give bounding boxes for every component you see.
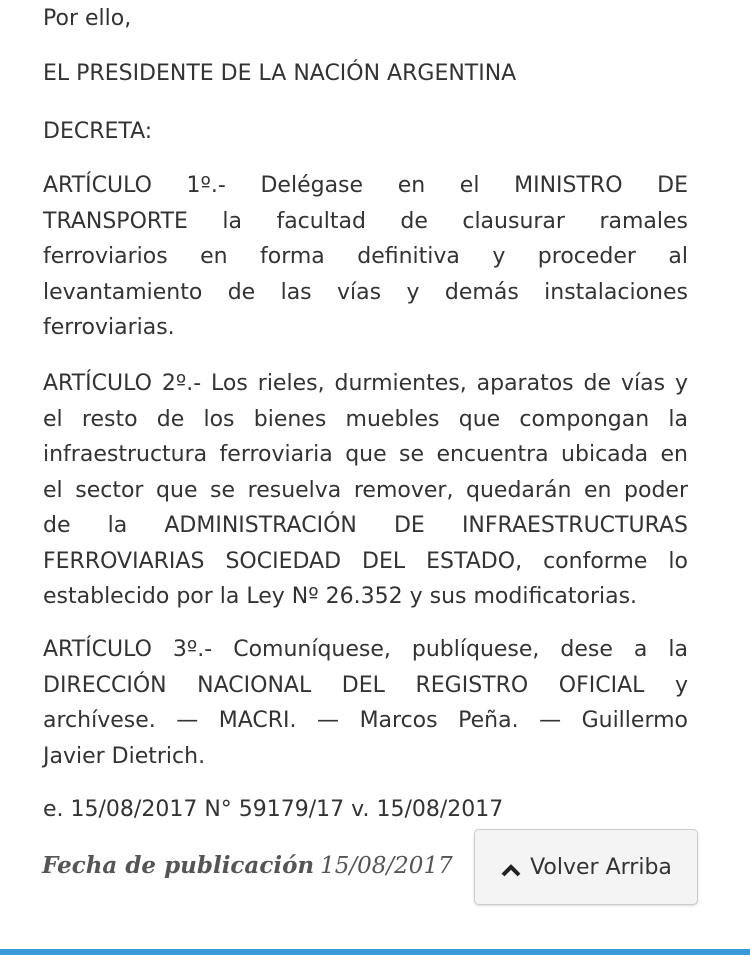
article-line: Javier Dietrich. [43, 743, 206, 769]
publication-date-value: 15/08/2017 [320, 853, 453, 879]
article-line: ARTÍCULO 1º.- Delégase en el MINISTRO DE [43, 173, 688, 198]
back-to-top-button[interactable] [474, 829, 698, 905]
article-line: archívese. — MACRI. — Marcos Peña. — Guillermo [43, 708, 688, 733]
intro-text: Por ello, [43, 6, 132, 31]
article-line: ferroviarios en forma definitiva y proceder al [43, 244, 688, 269]
back-to-top-label: Volver Arriba [530, 854, 672, 880]
president-heading: EL PRESIDENTE DE LA NACIÓN ARGENTINA [43, 61, 517, 86]
article-2 [43, 366, 688, 615]
article-line: TRANSPORTE la facultad de clausurar ramales [43, 208, 688, 234]
publication-date-label: Fecha de publicación [42, 852, 315, 879]
edict-reference: e. 15/08/2017 N° 59179/17 v. 15/08/2017 [43, 797, 504, 822]
article-line: DIRECCIÓN NACIONAL DEL REGISTRO OFICIAL y [43, 672, 688, 698]
article-3 [43, 632, 688, 774]
publication-date [42, 852, 453, 879]
chevron-up-icon [500, 859, 522, 875]
article-line: levantamiento de las vías y demás instalaciones [43, 279, 688, 305]
article-line: de la ADMINISTRACIÓN DE INFRAESTRUCTURAS [43, 513, 688, 538]
decreta-heading: DECRETA: [43, 119, 153, 144]
bottom-accent-bar [0, 949, 750, 955]
article-line: ferroviarias. [43, 315, 175, 340]
article-line: establecido por la Ley Nº 26.352 y sus modificatorias. [43, 584, 638, 609]
article-line: el resto de los bienes muebles que compongan la [43, 406, 688, 432]
article-line: infraestructura ferroviaria que se encuentra ubicada en [43, 442, 688, 467]
article-line: el sector que se resuelva remover, quedarán en poder [43, 477, 688, 503]
article-line: FERROVIARIAS SOCIEDAD DEL ESTADO, conforme lo [43, 548, 688, 574]
article-1 [43, 168, 688, 346]
article-line: ARTÍCULO 3º.- Comuníquese, publíquese, dese a la [43, 637, 688, 662]
article-line: ARTÍCULO 2º.- Los rieles, durmientes, aparatos de vías y [43, 371, 688, 396]
